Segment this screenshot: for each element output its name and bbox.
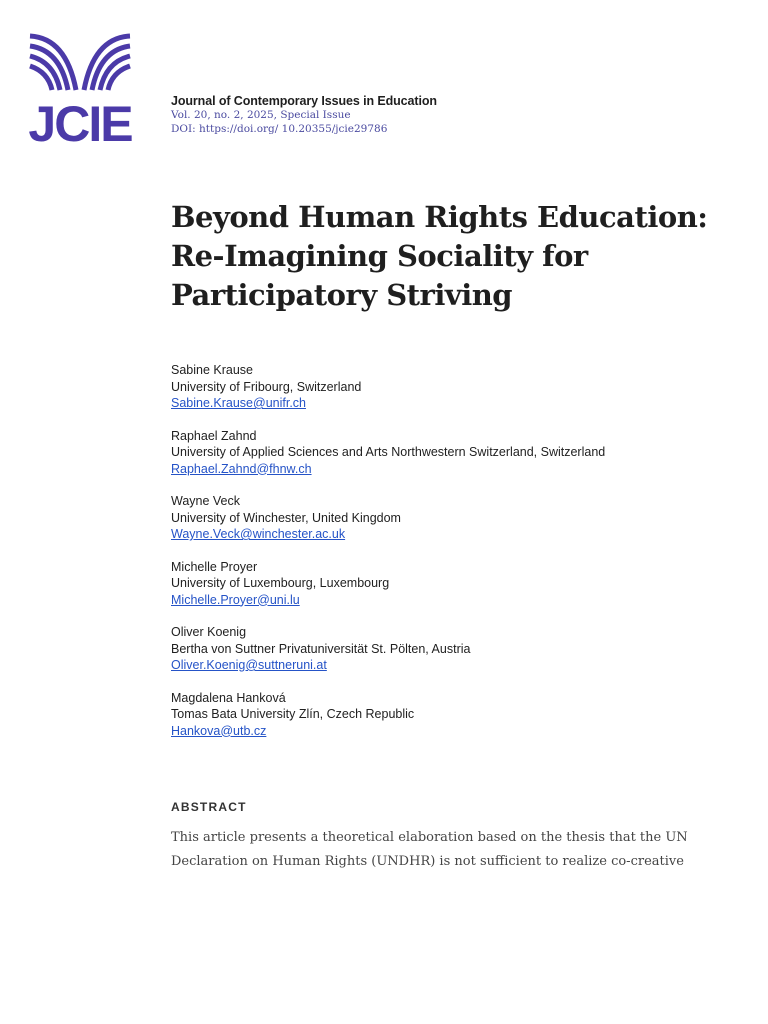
author-entry <box>171 559 741 609</box>
abstract-heading: ABSTRACT <box>171 800 247 814</box>
author-entry <box>171 690 741 740</box>
article-title <box>171 198 731 315</box>
author-name: Wayne Veck <box>171 494 241 508</box>
title-line: Beyond Human Rights Education: <box>171 200 708 234</box>
author-name: Magdalena Hanková <box>171 690 286 705</box>
author-email-link[interactable]: Michelle.Proyer@uni.lu <box>171 592 300 607</box>
journal-doi[interactable]: DOI: https://doi.org/ 10.20355/jcie29786 <box>171 123 388 135</box>
author-affiliation: University of Luxembourg, Luxembourg <box>171 576 390 590</box>
author-email-link[interactable]: Sabine.Krause@unifr.ch <box>171 396 306 410</box>
author-affiliation: University of Fribourg, Switzerland <box>171 379 362 394</box>
author-email-link[interactable]: Oliver.Koenig@suttneruni.at <box>171 658 327 672</box>
logo-text: JCIE <box>28 96 132 146</box>
author-entry <box>171 428 741 478</box>
author-entry <box>171 493 741 543</box>
journal-name: Journal of Contemporary Issues in Education <box>171 94 437 108</box>
author-affiliation: University of Applied Sciences and Arts Northwestern Switzerland, Switzerland <box>171 445 606 459</box>
author-name: Sabine Krause <box>171 363 254 377</box>
author-email-link[interactable]: Raphael.Zahnd@fhnw.ch <box>171 461 312 476</box>
author-entry <box>171 624 741 674</box>
logo-arches-icon <box>26 28 134 146</box>
author-affiliation: University of Winchester, United Kingdom <box>171 510 401 525</box>
author-name: Michelle Proyer <box>171 559 258 574</box>
abstract-text <box>171 826 691 874</box>
author-email-link[interactable]: Wayne.Veck@winchester.ac.uk <box>171 527 346 541</box>
author-name: Oliver Koenig <box>171 625 247 639</box>
title-line: Participatory Striving <box>171 278 513 312</box>
journal-volume: Vol. 20, no. 2, 2025, Special Issue <box>171 109 351 121</box>
author-email-link[interactable]: Hankova@utb.cz <box>171 723 267 738</box>
abstract-line: This article presents a theoretical elaboration based on the thesis that the UN <box>171 830 688 845</box>
author-affiliation: Bertha von Suttner Privatuniversität St. Pölten, Austria <box>171 641 471 656</box>
author-affiliation: Tomas Bata University Zlín, Czech Republic <box>171 707 415 721</box>
abstract-line: Declaration on Human Rights (UNDHR) is not sufficient to realize co-creative <box>171 854 684 869</box>
journal-header <box>171 94 437 136</box>
author-list <box>171 362 741 755</box>
author-name: Raphael Zahnd <box>171 428 257 443</box>
author-entry <box>171 362 741 412</box>
title-line: Re-Imagining Sociality for <box>171 239 588 273</box>
journal-logo <box>26 28 134 146</box>
